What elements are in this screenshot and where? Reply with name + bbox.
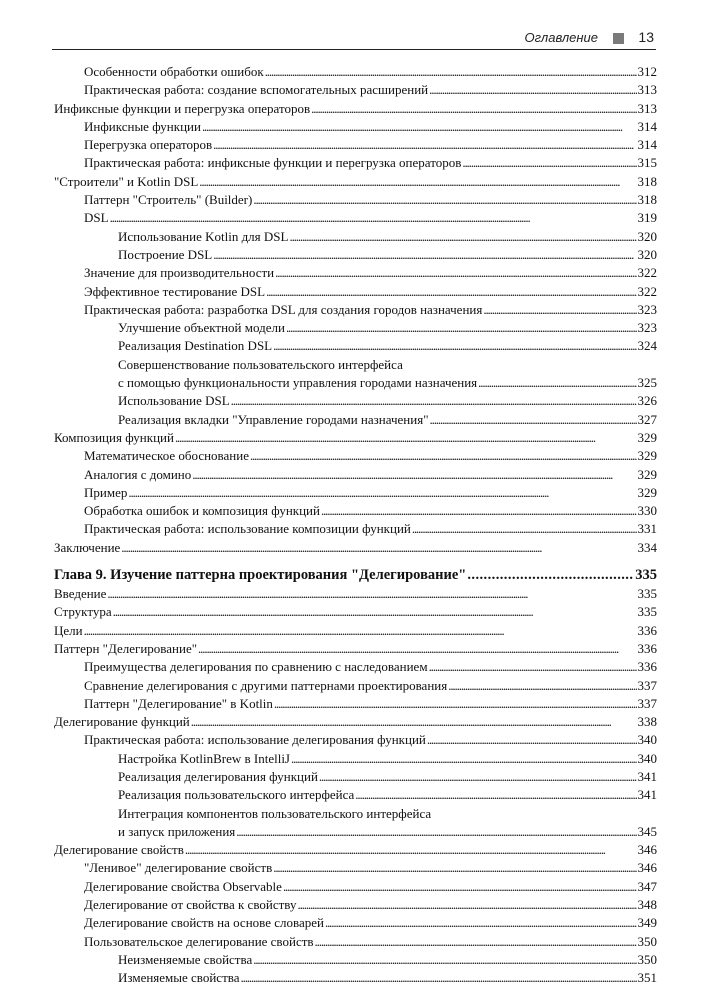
- leader-dots: [478, 374, 636, 392]
- toc-entry[interactable]: [54, 246, 657, 264]
- toc-entry-title: Практическая работа: инфиксные функции и перегрузка операторов: [84, 155, 462, 171]
- toc-entry-title: Реализация делегирования функций: [118, 768, 318, 784]
- toc-entry[interactable]: [54, 374, 657, 392]
- toc-entry-title: Настройка KotlinBrew в IntelliJ: [118, 750, 290, 766]
- leader-dots: [236, 823, 636, 841]
- toc-entry-page: 348: [637, 897, 657, 913]
- toc-entry-title: DSL: [84, 210, 109, 226]
- toc-entry-title: Перегрузка операторов: [84, 137, 213, 153]
- leader-dots: [427, 731, 637, 749]
- leader-dots: [241, 969, 637, 987]
- leader-dots: [253, 951, 636, 969]
- toc-entry-title: с помощью функциональности управления городами назначения: [118, 375, 478, 391]
- leader-dots: [448, 677, 636, 695]
- toc-entry-title: Паттерн "Делегирование": [54, 640, 198, 656]
- table-of-contents: [54, 63, 657, 988]
- toc-entry-page: 313: [637, 100, 657, 116]
- toc-entry[interactable]: [54, 301, 657, 319]
- toc-entry-page: 330: [637, 503, 657, 519]
- toc-entry[interactable]: [54, 411, 657, 429]
- toc-entry-title: Пример: [84, 484, 128, 500]
- leader-dots: [185, 841, 637, 859]
- leader-dots: [355, 786, 636, 804]
- leader-dots: [467, 565, 634, 585]
- toc-entry[interactable]: [54, 896, 657, 914]
- toc-entry[interactable]: [54, 520, 657, 538]
- leader-dots: [265, 63, 637, 81]
- leader-dots: [84, 622, 637, 640]
- toc-entry-title: Инфиксные функции и перегрузка операторов: [54, 100, 311, 116]
- toc-entry[interactable]: [54, 81, 657, 99]
- toc-entry[interactable]: [54, 622, 657, 640]
- leader-dots: [311, 100, 636, 118]
- toc-entry[interactable]: [54, 429, 657, 447]
- leader-dots: [291, 750, 637, 768]
- toc-entry[interactable]: [54, 969, 657, 987]
- leader-dots: [231, 392, 637, 410]
- toc-entry-title: Композиция функций: [54, 429, 174, 445]
- toc-entry[interactable]: [54, 136, 657, 154]
- leader-dots: [429, 658, 637, 676]
- toc-entry-page: 350: [637, 951, 657, 967]
- toc-entry-title: Математическое обоснование: [84, 448, 249, 464]
- toc-entry-page: 325: [637, 375, 657, 391]
- toc-entry[interactable]: [54, 447, 657, 465]
- toc-entry[interactable]: [54, 603, 657, 621]
- toc-entry[interactable]: [54, 640, 657, 658]
- toc-entry-page: 324: [637, 338, 657, 354]
- toc-entry-page: 322: [637, 283, 657, 299]
- toc-entry-page: 335: [637, 604, 657, 620]
- toc-entry-page: 334: [637, 539, 657, 555]
- toc-entry-page: 351: [637, 970, 657, 986]
- leader-dots: [462, 154, 636, 172]
- toc-entry-title: Делегирование свойства Observable: [84, 878, 282, 894]
- leader-dots: [274, 695, 637, 713]
- leader-dots: [192, 466, 636, 484]
- toc-entry-title: Введение: [54, 586, 107, 602]
- toc-entry-page: 341: [637, 787, 657, 803]
- toc-entry[interactable]: [54, 191, 657, 209]
- toc-entry-page: 323: [637, 320, 657, 336]
- toc-entry-page: 320: [637, 228, 657, 244]
- toc-entry-page: 313: [637, 82, 657, 98]
- toc-entry-title: Сравнение делегирования с другими паттернами проектирования: [84, 677, 448, 693]
- toc-section-previous-chapter: [54, 63, 657, 557]
- toc-entry-title: Совершенствование пользовательского интерфейса: [118, 356, 403, 372]
- toc-entry[interactable]: [54, 209, 657, 227]
- leader-dots: [319, 768, 637, 786]
- toc-entry-page: 314: [637, 118, 657, 134]
- toc-entry[interactable]: [54, 878, 657, 896]
- leader-dots: [315, 933, 637, 951]
- toc-entry-page: 329: [637, 484, 657, 500]
- toc-entry-title: Интеграция компонентов пользовательского интерфейса: [118, 805, 432, 821]
- running-header-title: Оглавление: [524, 30, 598, 45]
- toc-entry-title: Построение DSL: [118, 246, 213, 262]
- chapter-page: 335: [635, 567, 657, 584]
- leader-dots: [199, 173, 636, 191]
- toc-entry[interactable]: [54, 228, 657, 246]
- toc-entry-title: Изменяемые свойства: [118, 970, 240, 986]
- toc-entry-title: "Ленивое" делегирование свойств: [84, 860, 273, 876]
- leader-dots: [297, 896, 636, 914]
- toc-entry-page: 350: [637, 933, 657, 949]
- toc-entry-title: Практическая работа: разработка DSL для создания городов назначения: [84, 301, 483, 317]
- toc-entry-page: 335: [637, 586, 657, 602]
- leader-dots: [250, 447, 637, 465]
- toc-entry-page: 337: [637, 695, 657, 711]
- leader-dots: [253, 191, 636, 209]
- toc-entry[interactable]: [54, 484, 657, 502]
- toc-entry-page: 336: [637, 659, 657, 675]
- leader-dots: [286, 319, 637, 337]
- toc-entry[interactable]: [54, 502, 657, 520]
- toc-entry-page: 340: [637, 750, 657, 766]
- toc-entry-title: Инфиксные функции: [84, 118, 201, 134]
- toc-entry[interactable]: [54, 154, 657, 172]
- toc-entry-title: Практическая работа: использование композиции функций: [84, 521, 411, 537]
- page-number: 13: [638, 29, 654, 45]
- toc-entry[interactable]: [54, 283, 657, 301]
- toc-entry[interactable]: [54, 337, 657, 355]
- leader-dots: [483, 301, 636, 319]
- toc-entry-page: 347: [637, 878, 657, 894]
- toc-entry-page: 336: [637, 622, 657, 638]
- toc-entry-title: Эффективное тестирование DSL: [84, 283, 266, 299]
- toc-entry-page: 345: [637, 823, 657, 839]
- toc-entry-page: 341: [637, 768, 657, 784]
- toc-entry[interactable]: [54, 264, 657, 282]
- toc-entry-title: Неизменяемые свойства: [118, 951, 253, 967]
- header-rule: [52, 49, 656, 50]
- leader-dots: [121, 539, 636, 557]
- toc-entry-page: 323: [637, 301, 657, 317]
- toc-entry-title: Паттерн "Строитель" (Builder): [84, 192, 253, 208]
- toc-entry[interactable]: [54, 786, 657, 804]
- toc-entry-page: 318: [637, 173, 657, 189]
- toc-entry-page: 340: [637, 732, 657, 748]
- toc-entry[interactable]: [54, 750, 657, 768]
- toc-entry-title: Паттерн "Делегирование" в Kotlin: [84, 695, 273, 711]
- toc-entry-title: Реализация вкладки "Управление городами назначения": [118, 411, 429, 427]
- toc-entry-page: 320: [637, 246, 657, 262]
- leader-dots: [325, 914, 637, 932]
- leader-dots: [113, 603, 637, 621]
- leader-dots: [198, 640, 636, 658]
- leader-dots: [412, 520, 637, 538]
- leader-dots: [283, 878, 637, 896]
- toc-entry-title: Аналогия с домино: [84, 466, 192, 482]
- toc-entry-title: Практическая работа: создание вспомогательных расширений: [84, 82, 429, 98]
- toc-entry[interactable]: [54, 768, 657, 786]
- toc-entry-title: Практическая работа: использование делегирования функций: [84, 732, 426, 748]
- toc-entry[interactable]: [54, 677, 657, 695]
- leader-dots: [107, 585, 636, 603]
- toc-entry-page: 319: [637, 210, 657, 226]
- toc-entry-page: 318: [637, 192, 657, 208]
- toc-entry[interactable]: [54, 713, 657, 731]
- toc-entry[interactable]: [54, 914, 657, 932]
- leader-dots: [266, 283, 636, 301]
- leader-dots: [128, 484, 636, 502]
- leader-dots: [289, 228, 636, 246]
- toc-entry-title: Пользовательское делегирование свойств: [84, 933, 314, 949]
- toc-entry-title: Цели: [54, 622, 83, 638]
- toc-entry-title: Использование DSL: [118, 393, 230, 409]
- leader-dots: [213, 246, 636, 264]
- toc-entry-title: Делегирование свойств: [54, 842, 184, 858]
- toc-entry[interactable]: [54, 63, 657, 81]
- toc-entry[interactable]: [54, 118, 657, 136]
- toc-entry-title: "Строители" и Kotlin DSL: [54, 173, 199, 189]
- toc-entry-title: Улучшение объектной модели: [118, 320, 285, 336]
- toc-section-chapter-9: [54, 585, 657, 988]
- toc-entry-title: Делегирование свойств на основе словарей: [84, 915, 324, 931]
- leader-dots: [202, 118, 637, 136]
- toc-entry[interactable]: [54, 805, 657, 823]
- chapter-title: Глава 9. Изучение паттерна проектирования "Делегирование": [54, 567, 467, 584]
- leader-dots: [430, 411, 637, 429]
- toc-entry[interactable]: [54, 539, 657, 557]
- toc-entry[interactable]: [54, 658, 657, 676]
- toc-entry-page: 327: [637, 411, 657, 427]
- toc-entry-title: Обработка ошибок и композиция функций: [84, 503, 320, 519]
- chapter-heading[interactable]: [54, 565, 657, 585]
- toc-entry-page: 346: [637, 842, 657, 858]
- toc-entry[interactable]: [54, 466, 657, 484]
- toc-entry-title: Реализация пользовательского интерфейса: [118, 787, 355, 803]
- toc-entry[interactable]: [54, 356, 657, 374]
- leader-dots: [275, 264, 636, 282]
- toc-entry[interactable]: [54, 731, 657, 749]
- toc-entry[interactable]: [54, 933, 657, 951]
- toc-entry[interactable]: [54, 100, 657, 118]
- leader-dots: [213, 136, 636, 154]
- toc-entry-title: и запуск приложения: [118, 823, 236, 839]
- toc-entry-page: 337: [637, 677, 657, 693]
- toc-entry-page: 329: [637, 429, 657, 445]
- toc-entry-page: 338: [637, 714, 657, 730]
- leader-dots: [110, 209, 637, 227]
- toc-entry[interactable]: [54, 695, 657, 713]
- toc-entry-title: Преимущества делегирования по сравнению с наследованием: [84, 659, 428, 675]
- toc-entry[interactable]: [54, 951, 657, 969]
- toc-entry[interactable]: [54, 823, 657, 841]
- toc-entry-page: 329: [637, 448, 657, 464]
- leader-dots: [273, 337, 636, 355]
- toc-entry-page: 312: [637, 64, 657, 79]
- toc-entry[interactable]: [54, 859, 657, 877]
- header-square-icon: [613, 33, 624, 44]
- toc-entry[interactable]: [54, 585, 657, 603]
- leader-dots: [273, 859, 636, 877]
- toc-entry-page: 315: [637, 155, 657, 171]
- toc-entry-page: 329: [637, 466, 657, 482]
- toc-entry[interactable]: [54, 319, 657, 337]
- toc-entry-title: Значение для производительности: [84, 265, 275, 281]
- toc-entry-page: 322: [637, 265, 657, 281]
- toc-entry-title: Структура: [54, 604, 112, 620]
- toc-entry-title: Использование Kotlin для DSL: [118, 228, 289, 244]
- toc-entry-page: 331: [637, 521, 657, 537]
- toc-entry-title: Делегирование функций: [54, 714, 190, 730]
- toc-entry-page: 326: [637, 393, 657, 409]
- toc-entry-page: 336: [637, 640, 657, 656]
- toc-entry[interactable]: [54, 392, 657, 410]
- leader-dots: [429, 81, 636, 99]
- toc-entry[interactable]: [54, 841, 657, 859]
- toc-entry-page: 346: [637, 860, 657, 876]
- leader-dots: [191, 713, 637, 731]
- toc-entry-page: 349: [637, 915, 657, 931]
- leader-dots: [321, 502, 637, 520]
- toc-entry-title: Делегирование от свойства к свойству: [84, 897, 297, 913]
- page-header: [52, 26, 656, 50]
- toc-entry[interactable]: [54, 173, 657, 191]
- toc-entry-title: Реализация Destination DSL: [118, 338, 273, 354]
- toc-entry-title: Заключение: [54, 539, 121, 555]
- toc-entry-page: 314: [637, 137, 657, 153]
- toc-entry-title: Особенности обработки ошибок: [84, 64, 264, 79]
- leader-dots: [175, 429, 637, 447]
